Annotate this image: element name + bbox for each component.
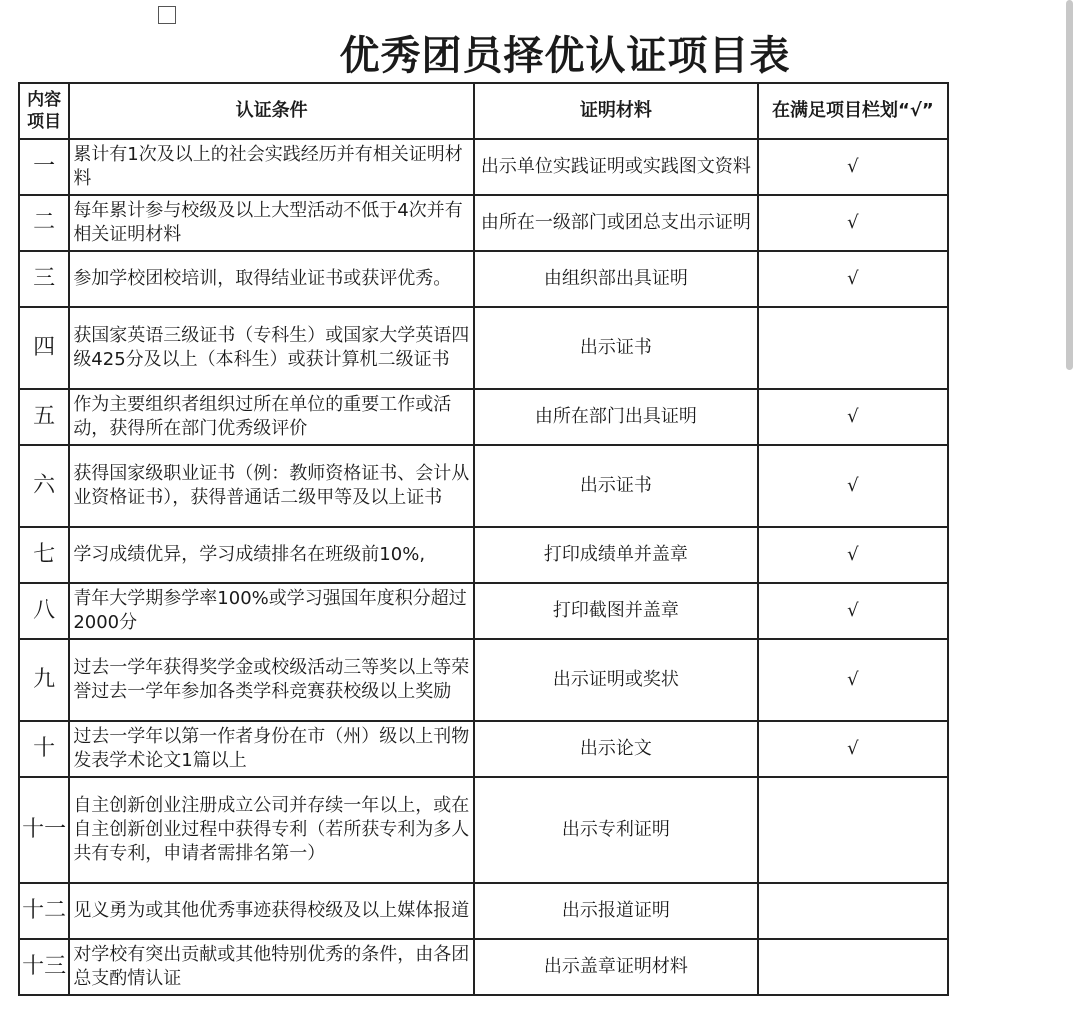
row-proof: 由所在部门出具证明: [474, 389, 758, 445]
row-proof: 打印成绩单并盖章: [474, 527, 758, 583]
row-number: 十三: [19, 939, 69, 995]
row-proof: 由所在一级部门或团总支出示证明: [474, 195, 758, 251]
table-row: [19, 583, 948, 639]
table-row: [19, 445, 948, 527]
row-proof: 出示证书: [474, 445, 758, 527]
row-number: 九: [19, 639, 69, 721]
table-row: [19, 639, 948, 721]
row-proof: 出示专利证明: [474, 777, 758, 883]
row-number: 七: [19, 527, 69, 583]
row-checkmark[interactable]: √: [758, 527, 948, 583]
table-row: [19, 195, 948, 251]
checkbox-icon[interactable]: [158, 6, 176, 24]
table-row: [19, 939, 948, 995]
header-mark: 在满足项目栏划“√”: [758, 83, 948, 139]
header-proof: 证明材料: [474, 83, 758, 139]
table-row: [19, 883, 948, 939]
row-checkmark[interactable]: √: [758, 139, 948, 195]
table-row: [19, 527, 948, 583]
table-row: [19, 251, 948, 307]
row-checkmark[interactable]: √: [758, 583, 948, 639]
row-number: 八: [19, 583, 69, 639]
certification-table: [18, 82, 949, 996]
row-checkmark[interactable]: √: [758, 639, 948, 721]
row-condition: 获国家英语三级证书（专科生）或国家大学英语四级425分及以上（本科生）或获计算机二级证书: [69, 307, 474, 389]
row-condition: 作为主要组织者组织过所在单位的重要工作或活动，获得所在部门优秀级评价: [69, 389, 474, 445]
row-proof: 出示盖章证明材料: [474, 939, 758, 995]
row-proof: 出示证明或奖状: [474, 639, 758, 721]
row-proof: 出示单位实践证明或实践图文资料: [474, 139, 758, 195]
row-condition: 见义勇为或其他优秀事迹获得校级及以上媒体报道: [69, 883, 474, 939]
row-checkmark[interactable]: √: [758, 251, 948, 307]
row-checkmark[interactable]: √: [758, 389, 948, 445]
row-number: 六: [19, 445, 69, 527]
row-proof: 由组织部出具证明: [474, 251, 758, 307]
row-number: 十: [19, 721, 69, 777]
header-item: 内容项目: [19, 83, 69, 139]
row-proof: 出示证书: [474, 307, 758, 389]
row-condition: 累计有1次及以上的社会实践经历并有相关证明材料: [69, 139, 474, 195]
row-condition: 获得国家级职业证书（例：教师资格证书、会计从业资格证书），获得普通话二级甲等及以上证书: [69, 445, 474, 527]
table-row: [19, 777, 948, 883]
row-number: 五: [19, 389, 69, 445]
row-condition: 参加学校团校培训，取得结业证书或获评优秀。: [69, 251, 474, 307]
row-checkmark[interactable]: [758, 883, 948, 939]
table-row: [19, 139, 948, 195]
row-proof: 出示报道证明: [474, 883, 758, 939]
row-proof: 打印截图并盖章: [474, 583, 758, 639]
row-checkmark[interactable]: √: [758, 445, 948, 527]
row-number: 三: [19, 251, 69, 307]
row-number: 一: [19, 139, 69, 195]
row-condition: 学习成绩优异，学习成绩排名在班级前10%,: [69, 527, 474, 583]
row-proof: 出示论文: [474, 721, 758, 777]
scrollbar[interactable]: [1066, 0, 1073, 370]
row-condition: 自主创新创业注册成立公司并存续一年以上，或在自主创新创业过程中获得专利（若所获专利为多人共有专利，申请者需排名第一）: [69, 777, 474, 883]
row-checkmark[interactable]: [758, 777, 948, 883]
row-checkmark[interactable]: √: [758, 195, 948, 251]
row-number: 十二: [19, 883, 69, 939]
row-condition: 过去一学年以第一作者身份在市（州）级以上刊物发表学术论文1篇以上: [69, 721, 474, 777]
row-condition: 青年大学期参学率100%或学习强国年度积分超过2000分: [69, 583, 474, 639]
row-checkmark[interactable]: √: [758, 721, 948, 777]
row-number: 四: [19, 307, 69, 389]
row-condition: 每年累计参与校级及以上大型活动不低于4次并有相关证明材料: [69, 195, 474, 251]
table-header-row: [19, 83, 948, 139]
header-condition: 认证条件: [69, 83, 474, 139]
row-number: 二: [19, 195, 69, 251]
row-checkmark[interactable]: [758, 307, 948, 389]
table-row: [19, 721, 948, 777]
table-row: [19, 307, 948, 389]
row-number: 十一: [19, 777, 69, 883]
table-row: [19, 389, 948, 445]
row-condition: 过去一学年获得奖学金或校级活动三等奖以上等荣誉过去一学年参加各类学科竞赛获校级以上奖励: [69, 639, 474, 721]
row-checkmark[interactable]: [758, 939, 948, 995]
row-condition: 对学校有突出贡献或其他特别优秀的条件，由各团总支酌情认证: [69, 939, 474, 995]
page-title: 优秀团员择优认证项目表: [339, 33, 791, 79]
